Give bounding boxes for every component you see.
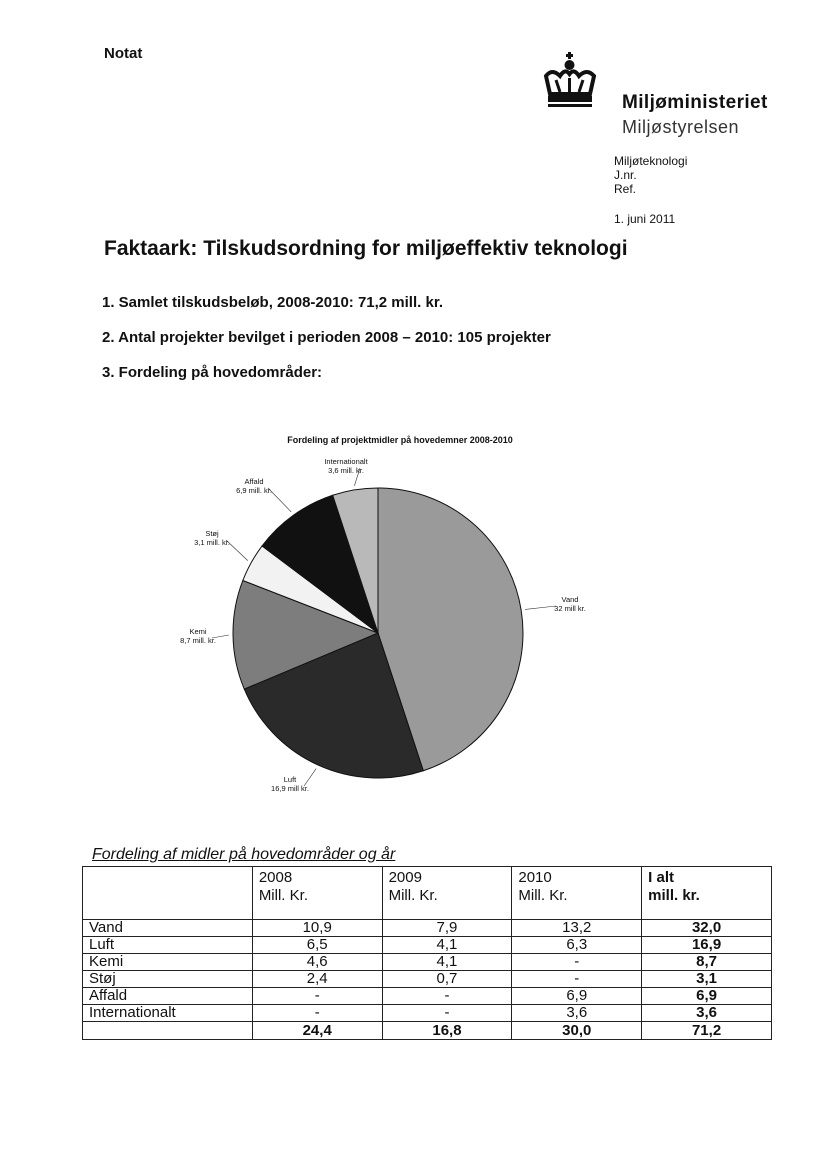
cell-total: 16,9	[642, 937, 772, 954]
pie-category-label: Kemi	[189, 627, 207, 636]
cell-value: -	[512, 954, 642, 971]
agency-name: Miljøstyrelsen	[622, 117, 740, 137]
cell-total: 3,1	[642, 971, 772, 988]
table-row	[83, 1005, 772, 1022]
cell-value: 6,5	[252, 937, 382, 954]
cell-value: 4,1	[382, 937, 512, 954]
pie-value-label: 3,1 mill. kr.	[194, 538, 230, 547]
cell-value: -	[252, 988, 382, 1005]
pie-chart	[170, 430, 630, 810]
table-row	[83, 920, 772, 937]
table-header-2008: 2008 Mill. Kr.	[252, 867, 382, 920]
cell-total: 32,0	[642, 920, 772, 937]
pie-leader-line	[525, 606, 556, 609]
pie-category-label: Vand	[561, 595, 579, 604]
cell-value: -	[382, 988, 512, 1005]
cell-column-total: 30,0	[512, 1022, 642, 1040]
row-label: Støj	[83, 971, 253, 988]
fact-list	[102, 294, 551, 399]
cell-total: 3,6	[642, 1005, 772, 1022]
table-total-row	[83, 1022, 772, 1040]
row-label: Vand	[83, 920, 253, 937]
pie-value-label: 3,6 mill. kr.	[328, 466, 364, 475]
pie-value-label: 8,7 mill. kr.	[180, 636, 216, 645]
table-header-empty	[83, 867, 253, 920]
row-label: Affald	[83, 988, 253, 1005]
fact-total-amount: 1. Samlet tilskudsbeløb, 2008-2010: 71,2 mill. kr.	[102, 294, 444, 311]
pie-value-label: 32 mill kr.	[554, 604, 586, 613]
cell-value: 7,9	[382, 920, 512, 937]
pie-value-label: 16,9 mill kr.	[271, 784, 309, 793]
reference-label: Ref.	[614, 182, 637, 196]
cell-value: -	[512, 971, 642, 988]
crown-logo	[538, 50, 606, 112]
document-metadata	[614, 154, 687, 196]
pie-value-label: 6,9 mill. kr.	[236, 486, 272, 495]
table-header-total: I alt mill. kr.	[642, 867, 772, 920]
table-header-row	[83, 867, 772, 920]
row-label: Luft	[83, 937, 253, 954]
cell-value: 2,4	[252, 971, 382, 988]
cell-value: 4,6	[252, 954, 382, 971]
cell-value: 6,3	[512, 937, 642, 954]
table-row	[83, 954, 772, 971]
cell-value: -	[252, 1005, 382, 1022]
cell-total: 8,7	[642, 954, 772, 971]
cell-value: 3,6	[512, 1005, 642, 1022]
funding-table	[82, 866, 772, 1040]
total-row-label	[83, 1022, 253, 1040]
cell-value: 13,2	[512, 920, 642, 937]
pie-category-label: Luft	[283, 775, 297, 784]
pie-category-label: Affald	[244, 477, 264, 486]
row-label: Internationalt	[83, 1005, 253, 1022]
cell-grand-total: 71,2	[642, 1022, 772, 1040]
journal-number-label: J.nr.	[614, 168, 637, 182]
fact-project-count: 2. Antal projekter bevilget i perioden 2008 – 2010: 105 projekter	[102, 329, 551, 346]
cell-column-total: 24,4	[252, 1022, 382, 1040]
row-label: Kemi	[83, 954, 253, 971]
pie-category-label: Støj	[205, 529, 219, 538]
document-type-label: Notat	[104, 45, 143, 62]
table-row	[83, 971, 772, 988]
cell-value: 0,7	[382, 971, 512, 988]
table-row	[83, 937, 772, 954]
table-header-2010: 2010 Mill. Kr.	[512, 867, 642, 920]
cell-value: 4,1	[382, 954, 512, 971]
document-date: 1. juni 2011	[614, 212, 676, 226]
table-row	[83, 988, 772, 1005]
cell-value: -	[382, 1005, 512, 1022]
department-label: Miljøteknologi	[614, 154, 688, 168]
pie-category-label: Internationalt	[324, 457, 368, 466]
cell-column-total: 16,8	[382, 1022, 512, 1040]
cell-total: 6,9	[642, 988, 772, 1005]
page-title: Faktaark: Tilskudsordning for miljøeffektiv teknologi	[104, 237, 628, 260]
cell-value: 6,9	[512, 988, 642, 1005]
fact-distribution-heading: 3. Fordeling på hovedområder:	[102, 364, 323, 381]
chart-title: Fordeling af projektmidler på hovedemner 2008-2010	[287, 435, 513, 445]
table-header-2009: 2009 Mill. Kr.	[382, 867, 512, 920]
ministry-name: Miljøministeriet	[622, 92, 768, 113]
table-caption: Fordeling af midler på hovedområder og år	[92, 846, 396, 863]
cell-value: 10,9	[252, 920, 382, 937]
